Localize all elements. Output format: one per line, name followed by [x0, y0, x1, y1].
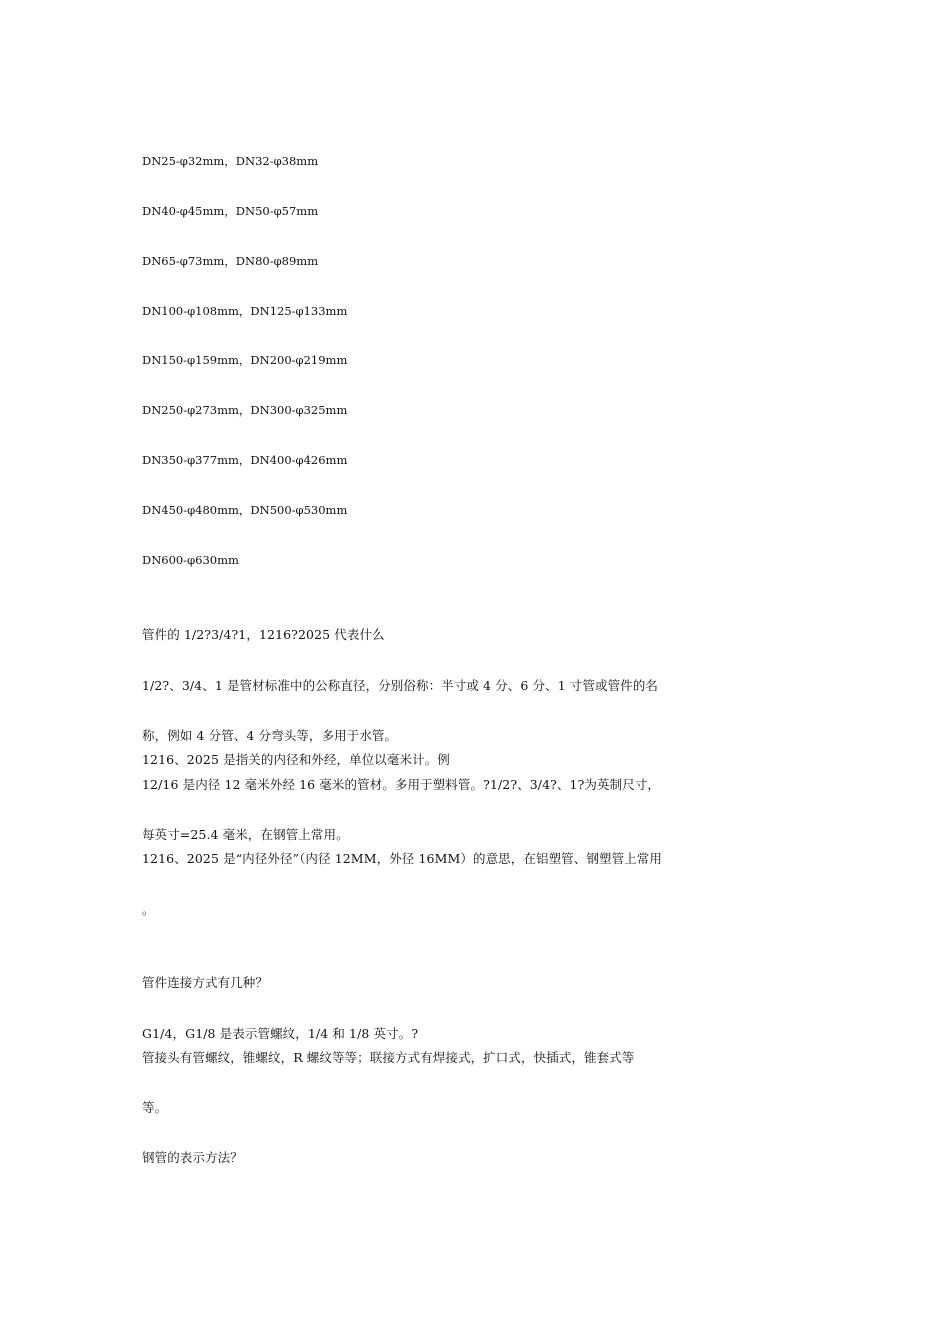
paragraph-line: G1/4，G1/8 是表示管螺纹，1/4 和 1/8 英寸。?	[142, 1026, 419, 1041]
paragraph-line: 1216、2025 是“内径外径”（内径 12MM，外径 16MM）的意思，在铝塑管、钢塑管上常用	[142, 851, 662, 866]
size-table-row: DN350-φ377mm，DN400-φ426mm	[142, 453, 348, 467]
paragraph-line: 每英寸=25.4 毫米，在钢管上常用。	[142, 827, 349, 842]
paragraph-line: 。	[142, 902, 155, 917]
section-heading-steel-pipe-notation: 钢管的表示方法？	[142, 1150, 243, 1165]
paragraph-line: 1216、2025 是指关的内径和外经，单位以毫米计。例	[142, 752, 450, 767]
section-heading-fitting-sizes: 管件的 1/2?3/4?1，1216?2025 代表什么	[142, 627, 385, 642]
size-table-row: DN600-φ630mm	[142, 553, 239, 567]
size-table-row: DN65-φ73mm，DN80-φ89mm	[142, 254, 319, 268]
paragraph-line: 等。	[142, 1100, 168, 1115]
size-table-row: DN250-φ273mm，DN300-φ325mm	[142, 403, 348, 417]
size-table-row: DN40-φ45mm，DN50-φ57mm	[142, 204, 319, 218]
paragraph-line: 1/2?、3/4、1 是管材标准中的公称直径，分别俗称：半寸或 4 分、6 分、1 寸管或管件的名	[142, 678, 659, 693]
size-table-row: DN450-φ480mm，DN500-φ530mm	[142, 503, 348, 517]
paragraph-line: 12/16 是内径 12 毫米外经 16 毫米的管材。多用于塑料管。?1/2?、3/4?、1?为英制尺寸，	[142, 777, 660, 792]
size-table-row: DN25-φ32mm，DN32-φ38mm	[142, 154, 319, 168]
paragraph-line: 称，例如 4 分管、4 分弯头等，多用于水管。	[142, 728, 398, 743]
size-table-row: DN100-φ108mm，DN125-φ133mm	[142, 304, 348, 318]
paragraph-line: 管接头有管螺纹，锥螺纹，R 螺纹等等；联接方式有焊接式，扩口式，快插式，锥套式等	[142, 1050, 635, 1065]
size-table-row: DN150-φ159mm，DN200-φ219mm	[142, 353, 348, 367]
section-heading-connection-methods: 管件连接方式有几种？	[142, 975, 269, 990]
